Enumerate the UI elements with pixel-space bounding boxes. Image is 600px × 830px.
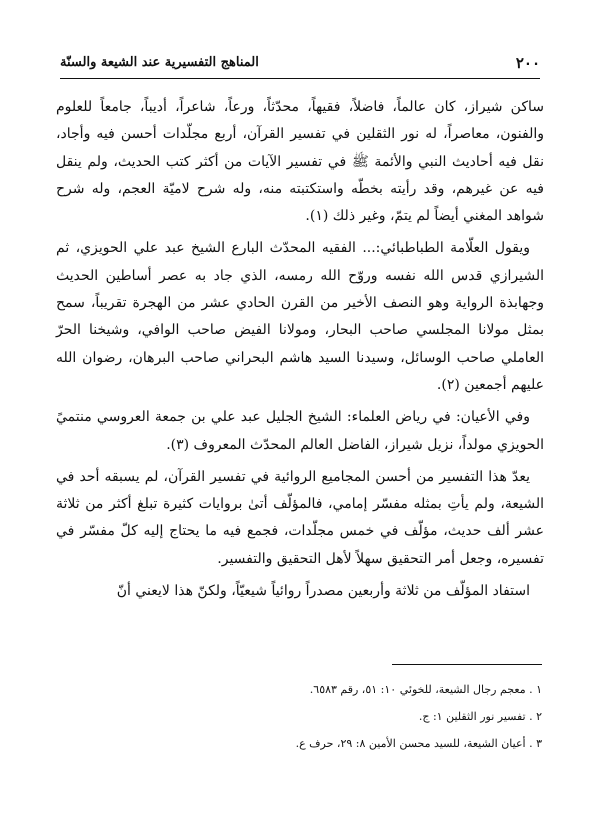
main-text bbox=[56, 94, 544, 610]
footnotes bbox=[58, 676, 542, 757]
running-title: المناهج التفسيرية عند الشيعة والسنّة bbox=[60, 55, 259, 70]
page-number: ٢٠٠ bbox=[515, 54, 540, 72]
page-header bbox=[60, 52, 540, 76]
header-rule bbox=[60, 78, 540, 79]
footnote: ٢ . تفسير نور الثقلين ١: ج. bbox=[418, 710, 542, 723]
paragraph: يعدّ هذا التفسير من أحسن المجاميع الروائية في تفسير القرآن، لم يسبقه أحد في الشيعة، ولم يأتِ بمثله مفسّر إمامي، فالمؤلّف أتىٰ بروايات كثيرة تبلغ أكثر من ثلاثة عشر ألف حديث، مؤلّف في خمس مجلّدات، فجمع فيه ما يحتاج إليه كلّ مفسّر في تفسيره، وجعل أمر التحقيق سهلاً لأهل التحقيق والتفسير. bbox=[56, 468, 544, 567]
paragraph: وفي الأعيان: في رياض العلماء: الشيخ الجليل عبد علي بن جمعة العروسي منتميً الحويزي مولداً، نزيل شيراز، الفاضل العالم المحدّث المعروف (٣). bbox=[56, 409, 544, 453]
paragraph: ويقول العلّامة الطباطبائي:... الفقيه المحدّث البارع الشيخ عبد علي الحويزي، ثم الشيرازي قدس الله نفسه وروّح الله رمسه، الذي جاد به عصر أساطين الحديث وجهابذة الرواية وهو النصف الأخير من القرن الحادي عشر من الهجرة تقريباً، سمح بمثل مولانا المجلسي صاحب البحار، ومولانا الفيض صاحب الوافي، وشيخنا الحرّ العاملي صاحب الوسائل، وسيدنا السيد هاشم البحراني صاحب البرهان، رضوان الله عليهم أجمعين (٢). bbox=[56, 240, 544, 393]
footnote-rule bbox=[392, 664, 542, 665]
footnote: ٣ . أعيان الشيعة، للسيد محسن الأمين ٨: ٢٩، حرف ع. bbox=[295, 737, 542, 750]
paragraph: استفاد المؤلّف من ثلاثة وأربعين مصدراً روائياً شيعيّاً، ولكنّ هذا لايعني أنّ bbox=[116, 583, 530, 600]
footnote: ١ . معجم رجال الشيعة، للخوئي ١٠: ٥١، رقم ٦٥٨٣. bbox=[309, 683, 542, 696]
paragraph: ساكن شيراز، كان عالماً، فاضلاً، فقيهاً، محدّثاً، ورعاً، شاعراً، أديباً، جامعاً للعلوم والفنون، معاصراً، له نور الثقلين في تفسير القرآن، أربع مجلّدات أحسن فيه وأجاد، نقل فيه أحاديث النبي والأئمة ﷺ في تفسير الآيات من أكثر كتب الحديث، ولم ينقل فيه عن غيرهم، وقد رأيته بخطّه واستكتبته منه، وله شرح لاميّة العجم، وله شرح شواهد المغني أيضاً لم يتمّ، وغير ذلك (١). bbox=[56, 99, 544, 225]
